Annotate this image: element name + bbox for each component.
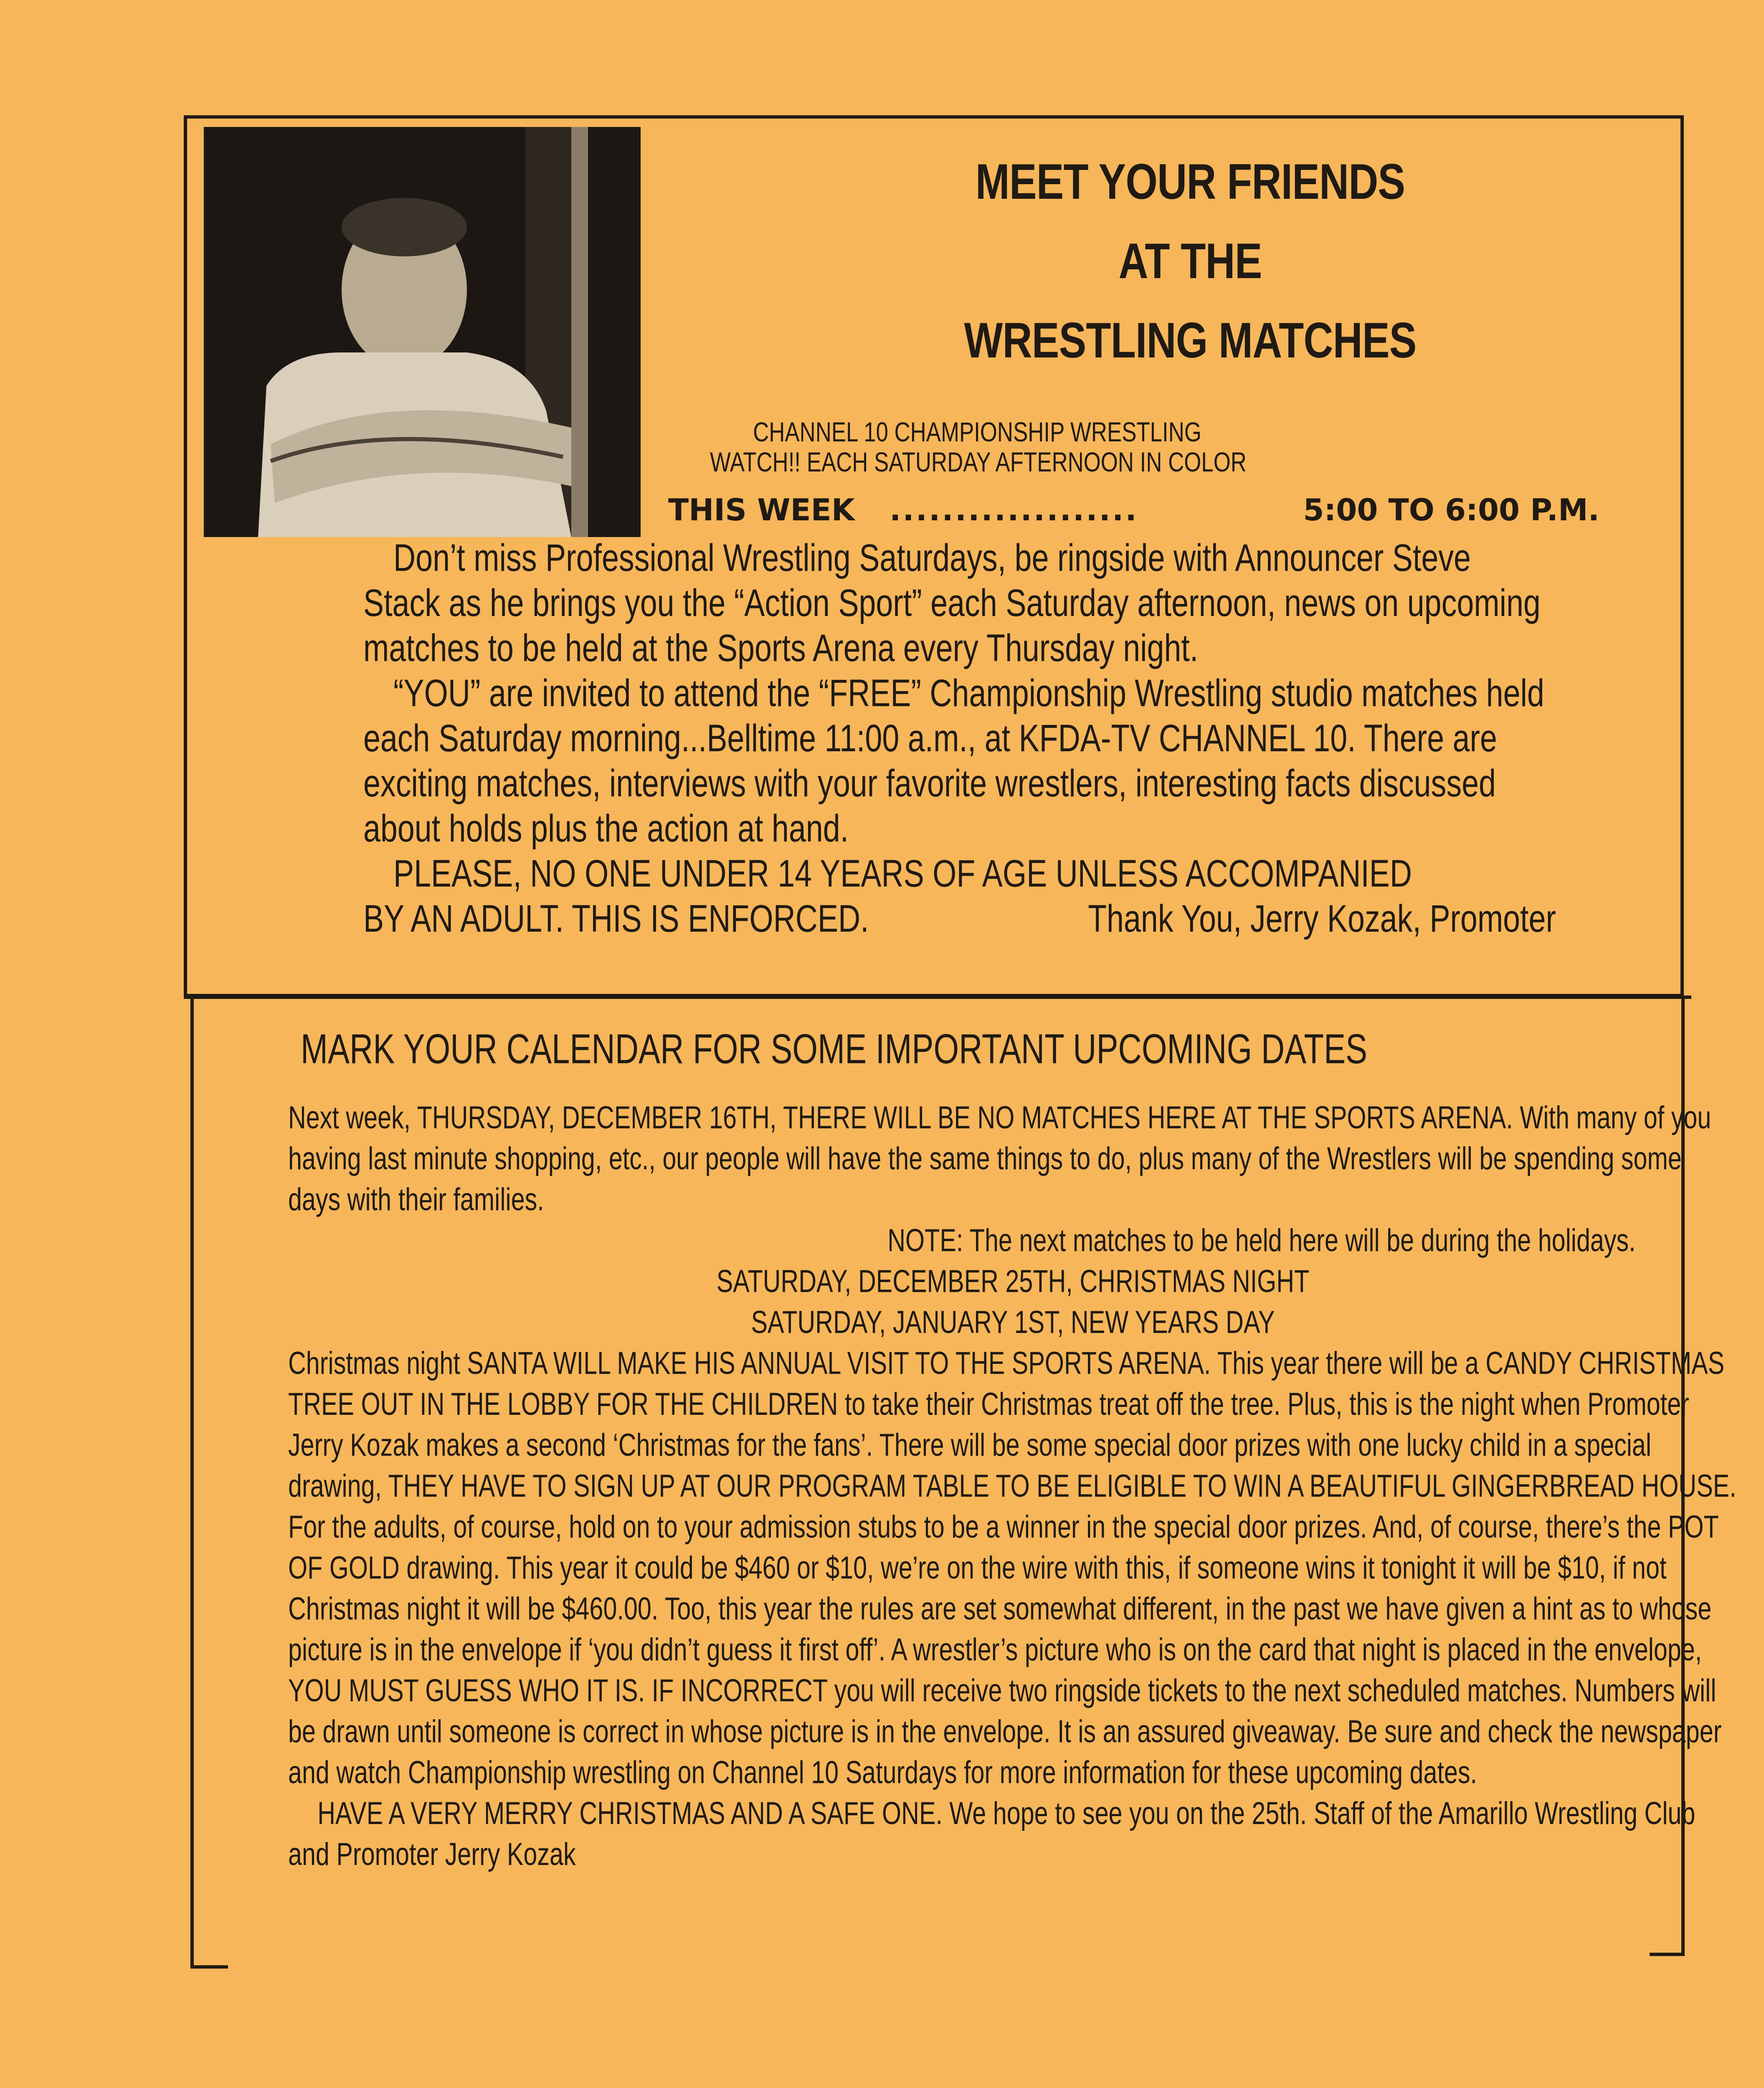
calendar-date-1: SATURDAY, DECEMBER 25TH, CHRISTMAS NIGHT [716,1264,1310,1299]
calendar-paragraph-2: Christmas night SANTA WILL MAKE HIS ANNUAL VISIT TO THE SPORTS ARENA. This year there will be a CANDY CHRISTMAS TREE OUT IN THE LOBBY FOR THE CHILDREN to take their Christmas treat off the tree. Plus, this is the night when Promoter Jerry Kozak makes a second ‘Christmas for the fans’. There will be some special door prizes with one lucky child in a special drawing, THEY HAVE TO SIGN UP AT OUR PROGRAM TABLE TO BE ELIGIBLE TO WIN A BEAUTIFUL GINGERBREAD HOUSE. For the adults, of course, hold on to your admission stubs to be a winner in the special door prizes. And, of course, there’s the POT OF GOLD drawing. This year it could be $460 or $10, we’re on the wire with this, if someone wins it tonight it will be $10, if not Christmas night it will be $460.00. Too, this year the rules are set somewhat different, in the past we have given a hint as to whose picture is in the envelope if ‘you didn’t guess it first off’. A wrestler’s picture who is on the card that night is placed in the envelope, YOU MUST GUESS WHO IT IS. IF INCORRECT you will receive two ringside tickets to the next scheduled matches. Numbers will be drawn until someone is correct in whose picture is in the envelope. It is an assured giveaway. Be sure and check the newspaper and watch Championship wrestling on Channel 10 Saturdays for more information for these upcoming dates. [288,1346,1736,1790]
calendar-note: NOTE: The next matches to be held here will be during the holidays. [887,1223,1636,1258]
leader-dots: ................... [890,492,1138,527]
channel-line: CHANNEL 10 CHAMPIONSHIP WRESTLING [753,416,1201,447]
closing-message: HAVE A VERY MERRY CHRISTMAS AND A SAFE ONE. We hope to see you on the 25th. Staff of the Amarillo Wrestling Club and Promoter Jerry Kozak [288,1796,1696,1872]
watch-line: WATCH!! EACH SATURDAY AFTERNOON IN COLOR [710,446,1247,477]
age-notice: PLEASE, NO ONE UNDER 14 YEARS OF AGE UNLESS ACCOMPANIED [393,852,1412,895]
headline-line-3: WRESTLING MATCHES [964,312,1417,368]
top-paragraph-2: “YOU” are invited to attend the “FREE” Championship Wrestling studio matches held each Saturday morning...Belltime 11:00 a.m., at KFDA-TV CHANNEL 10. There are exciting matches, interviews with your favorite wrestlers, interesting facts discussed about holds plus the action at hand. [363,672,1544,850]
calendar-paragraph-1: Next week, THURSDAY, DECEMBER 16TH, THERE WILL BE NO MATCHES HERE AT THE SPORTS ARENA. With many of you having last minute shopping, etc., our people will have the same things to do, plus many of the Wrestlers will be spending some days with their families. [288,1100,1711,1217]
top-body-text [363,535,1556,941]
this-week-label: THIS WEEK [668,492,855,527]
calendar-date-2: SATURDAY, JANUARY 1ST, NEW YEARS DAY [751,1305,1275,1340]
calendar-body-text [288,1097,1738,1875]
bottom-section-left-foot [190,1965,228,1969]
headline [885,142,1495,380]
this-week-schedule [668,491,1599,529]
announcer-photo [204,127,641,537]
section-divider [184,996,1691,999]
top-paragraph-1: Don’t miss Professional Wrestling Saturdays, be ringside with Announcer Steve Stack as he brings you the “Action Sport” each Saturday afternoon, news on upcoming matches to be held at the Sports Arena every Thursday night. [363,537,1541,669]
headline-line-2: AT THE [1118,233,1262,289]
notice-signature-row [363,896,1556,941]
this-week-time: 5:00 TO 6:00 P.M. [1303,492,1599,527]
age-notice-end: BY AN ADULT. THIS IS ENFORCED. [363,897,869,940]
calendar-heading: MARK YOUR CALENDAR FOR SOME IMPORTANT UPCOMING DATES [301,1026,1368,1072]
headline-line-1: MEET YOUR FRIENDS [975,154,1405,210]
bottom-section-right-foot [1650,1953,1685,1956]
bottom-section-left-rule [190,996,194,1969]
broadcast-info [710,416,1247,477]
promoter-signature: Thank You, Jerry Kozak, Promoter [1088,897,1556,940]
announcer-photo-graphic [204,127,641,537]
